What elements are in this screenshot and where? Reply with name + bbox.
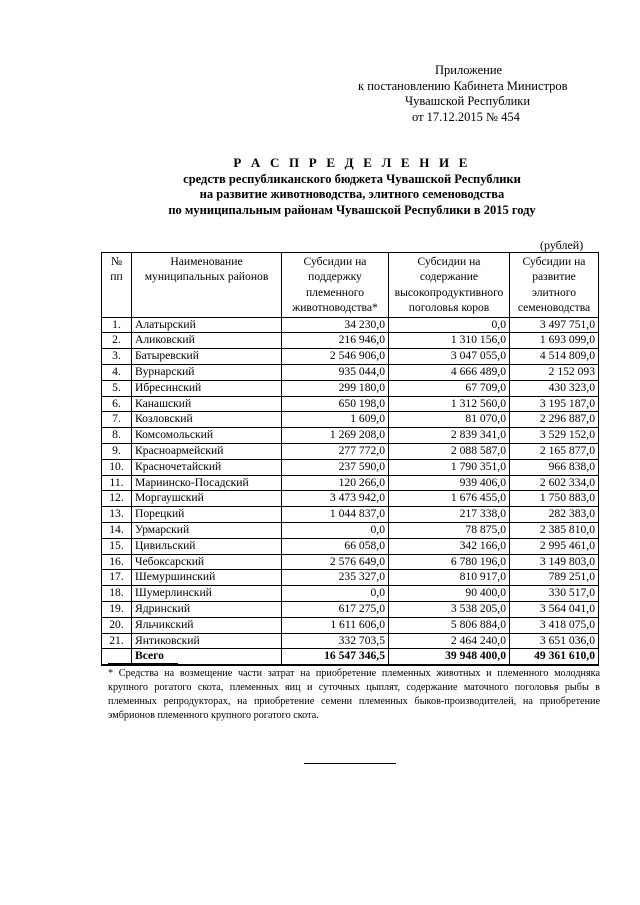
district-name: Красночетайский — [132, 459, 282, 475]
district-name: Батыревский — [132, 349, 282, 365]
cows-subsidy-value: 67 709,0 — [389, 380, 510, 396]
district-name: Цивильский — [132, 538, 282, 554]
table-row — [102, 349, 599, 365]
title-line-1: средств республиканского бюджета Чувашской Республики — [183, 171, 521, 186]
seed-subsidy-value: 2 995 461,0 — [510, 538, 599, 554]
livestock-subsidy-value: 299 180,0 — [282, 380, 389, 396]
row-number: 14. — [102, 522, 132, 538]
district-name: Канашский — [132, 396, 282, 412]
table-row — [102, 491, 599, 507]
district-name: Урмарский — [132, 522, 282, 538]
seed-subsidy-value: 430 323,0 — [510, 380, 599, 396]
table-row — [102, 396, 599, 412]
livestock-subsidy-value: 3 473 942,0 — [282, 491, 389, 507]
livestock-subsidy-value: 120 266,0 — [282, 475, 389, 491]
row-number: 12. — [102, 491, 132, 507]
cows-subsidy-value: 939 406,0 — [389, 475, 510, 491]
table-row — [102, 522, 599, 538]
row-number: 17. — [102, 570, 132, 586]
table-row — [102, 412, 599, 428]
row-number: 20. — [102, 617, 132, 633]
table-row — [102, 444, 599, 460]
row-number: 3. — [102, 349, 132, 365]
row-number: 7. — [102, 412, 132, 428]
seed-subsidy-value: 3 149 803,0 — [510, 554, 599, 570]
row-number: 19. — [102, 601, 132, 617]
livestock-subsidy-value: 0,0 — [282, 522, 389, 538]
district-name: Вурнарский — [132, 365, 282, 381]
seed-subsidy-value: 1 693 099,0 — [510, 333, 599, 349]
livestock-subsidy-value: 277 772,0 — [282, 444, 389, 460]
livestock-subsidy-value: 34 230,0 — [282, 317, 389, 333]
cows-subsidy-value: 0,0 — [389, 317, 510, 333]
row-number: 16. — [102, 554, 132, 570]
livestock-subsidy-value: 237 590,0 — [282, 459, 389, 475]
end-line — [304, 763, 396, 764]
livestock-subsidy-value: 2 546 906,0 — [282, 349, 389, 365]
district-name: Комсомольский — [132, 428, 282, 444]
livestock-subsidy-value: 935 044,0 — [282, 365, 389, 381]
livestock-subsidy-value: 1 609,0 — [282, 412, 389, 428]
header-livestock-subsidy: Субсидии на поддержку племенного животноводства* — [282, 253, 389, 318]
livestock-subsidy-value: 1 044 837,0 — [282, 507, 389, 523]
table-row — [102, 365, 599, 381]
cows-subsidy-value: 78 875,0 — [389, 522, 510, 538]
appendix-date-number: от 17.12.2015 № 454 — [412, 109, 520, 124]
appendix-header — [352, 63, 612, 125]
district-name: Янтиковский — [132, 633, 282, 649]
cows-subsidy-value: 1 790 351,0 — [389, 459, 510, 475]
seed-subsidy-value: 789 251,0 — [510, 570, 599, 586]
livestock-subsidy-value: 16 547 346,5 — [282, 649, 389, 665]
livestock-subsidy-value: 332 703,5 — [282, 633, 389, 649]
seed-subsidy-value: 966 838,0 — [510, 459, 599, 475]
seed-subsidy-value: 2 165 877,0 — [510, 444, 599, 460]
appendix-title: Приложение — [435, 63, 503, 77]
table-row — [102, 428, 599, 444]
seed-subsidy-value: 3 564 041,0 — [510, 601, 599, 617]
row-number: 21. — [102, 633, 132, 649]
cows-subsidy-value: 81 070,0 — [389, 412, 510, 428]
document-title — [0, 155, 640, 218]
row-number: 6. — [102, 396, 132, 412]
row-number: 11. — [102, 475, 132, 491]
cows-subsidy-value: 6 780 196,0 — [389, 554, 510, 570]
livestock-subsidy-value: 66 058,0 — [282, 538, 389, 554]
seed-subsidy-value: 2 152 093 — [510, 365, 599, 381]
distribution-table — [101, 252, 599, 666]
table-row — [102, 554, 599, 570]
district-name: Ибресинский — [132, 380, 282, 396]
cows-subsidy-value: 3 538 205,0 — [389, 601, 510, 617]
header-district-name: Наименование муниципальных районов — [132, 253, 282, 318]
table-row — [102, 459, 599, 475]
table-row — [102, 380, 599, 396]
district-name: Шумерлинский — [132, 586, 282, 602]
cows-subsidy-value: 5 806 884,0 — [389, 617, 510, 633]
table-row — [102, 507, 599, 523]
title-line-2: на развитие животноводства, элитного семеноводства — [199, 187, 505, 201]
row-number: 18. — [102, 586, 132, 602]
seed-subsidy-value: 3 651 036,0 — [510, 633, 599, 649]
appendix-resolution: к постановлению Кабинета Министров — [358, 78, 568, 93]
table-row — [102, 475, 599, 491]
table-row — [102, 633, 599, 649]
row-number: 2. — [102, 333, 132, 349]
footnote: * Средства на возмещение части затрат на приобретение племенных животных и племенного молодняка крупного рогатого скота, племенных яиц и суточных цыплят, содержание маточного поголовья рыбы в племенных репродукторах, на приобретение семени племенных быков-производителей, на приобретение эмбрионов племенного крупного рогатого скота. — [108, 668, 600, 721]
district-name: Моргаушский — [132, 491, 282, 507]
table-row — [102, 317, 599, 333]
district-name: Порецкий — [132, 507, 282, 523]
cows-subsidy-value: 217 338,0 — [389, 507, 510, 523]
district-name: Чебоксарский — [132, 554, 282, 570]
title-heading: Р А С П Р Е Д Е Л Е Н И Е — [233, 155, 471, 170]
cows-subsidy-value: 3 047 055,0 — [389, 349, 510, 365]
row-number: 13. — [102, 507, 132, 523]
seed-subsidy-value: 330 517,0 — [510, 586, 599, 602]
table-header-row — [102, 253, 599, 318]
title-line-3: по муниципальным районам Чувашской Республики в 2015 году — [168, 202, 536, 217]
table-row — [102, 333, 599, 349]
district-name: Аликовский — [132, 333, 282, 349]
district-name: Мариинско-Посадский — [132, 475, 282, 491]
header-seed-subsidy: Субсидии на развитие элитного семеноводства — [510, 253, 599, 318]
row-number: 1. — [102, 317, 132, 333]
seed-subsidy-value: 49 361 610,0 — [510, 649, 599, 665]
cows-subsidy-value: 1 312 560,0 — [389, 396, 510, 412]
district-name: Козловский — [132, 412, 282, 428]
seed-subsidy-value: 3 195 187,0 — [510, 396, 599, 412]
header-number: № пп — [102, 253, 132, 318]
cows-subsidy-value: 2 464 240,0 — [389, 633, 510, 649]
currency-unit: (рублей) — [540, 238, 584, 252]
footnote-separator — [108, 663, 178, 664]
district-name: Яльчикский — [132, 617, 282, 633]
seed-subsidy-value: 2 602 334,0 — [510, 475, 599, 491]
cows-subsidy-value: 2 088 587,0 — [389, 444, 510, 460]
row-number: 9. — [102, 444, 132, 460]
seed-subsidy-value: 3 497 751,0 — [510, 317, 599, 333]
district-name: Алатырский — [132, 317, 282, 333]
table-row — [102, 586, 599, 602]
livestock-subsidy-value: 216 946,0 — [282, 333, 389, 349]
cows-subsidy-value: 1 676 455,0 — [389, 491, 510, 507]
seed-subsidy-value: 2 296 887,0 — [510, 412, 599, 428]
cows-subsidy-value: 1 310 156,0 — [389, 333, 510, 349]
district-name: Красноармейский — [132, 444, 282, 460]
livestock-subsidy-value: 2 576 649,0 — [282, 554, 389, 570]
header-cows-subsidy: Субсидии на содержание высокопродуктивного поголовья коров — [389, 253, 510, 318]
district-name: Ядринский — [132, 601, 282, 617]
cows-subsidy-value: 39 948 400,0 — [389, 649, 510, 665]
seed-subsidy-value: 4 514 809,0 — [510, 349, 599, 365]
row-number: 5. — [102, 380, 132, 396]
livestock-subsidy-value: 1 269 208,0 — [282, 428, 389, 444]
district-name: Всего — [132, 649, 282, 665]
table-row — [102, 538, 599, 554]
seed-subsidy-value: 3 418 075,0 — [510, 617, 599, 633]
cows-subsidy-value: 90 400,0 — [389, 586, 510, 602]
row-number: 15. — [102, 538, 132, 554]
table-row — [102, 570, 599, 586]
row-number: 8. — [102, 428, 132, 444]
row-number: 10. — [102, 459, 132, 475]
seed-subsidy-value: 3 529 152,0 — [510, 428, 599, 444]
livestock-subsidy-value: 617 275,0 — [282, 601, 389, 617]
seed-subsidy-value: 1 750 883,0 — [510, 491, 599, 507]
seed-subsidy-value: 282 383,0 — [510, 507, 599, 523]
livestock-subsidy-value: 650 198,0 — [282, 396, 389, 412]
livestock-subsidy-value: 0,0 — [282, 586, 389, 602]
appendix-republic: Чувашской Республики — [405, 94, 531, 108]
table-row — [102, 601, 599, 617]
cows-subsidy-value: 4 666 489,0 — [389, 365, 510, 381]
table-row — [102, 617, 599, 633]
livestock-subsidy-value: 235 327,0 — [282, 570, 389, 586]
livestock-subsidy-value: 1 611 606,0 — [282, 617, 389, 633]
cows-subsidy-value: 2 839 341,0 — [389, 428, 510, 444]
seed-subsidy-value: 2 385 810,0 — [510, 522, 599, 538]
district-name: Шемуршинский — [132, 570, 282, 586]
row-number: 4. — [102, 365, 132, 381]
cows-subsidy-value: 810 917,0 — [389, 570, 510, 586]
cows-subsidy-value: 342 166,0 — [389, 538, 510, 554]
